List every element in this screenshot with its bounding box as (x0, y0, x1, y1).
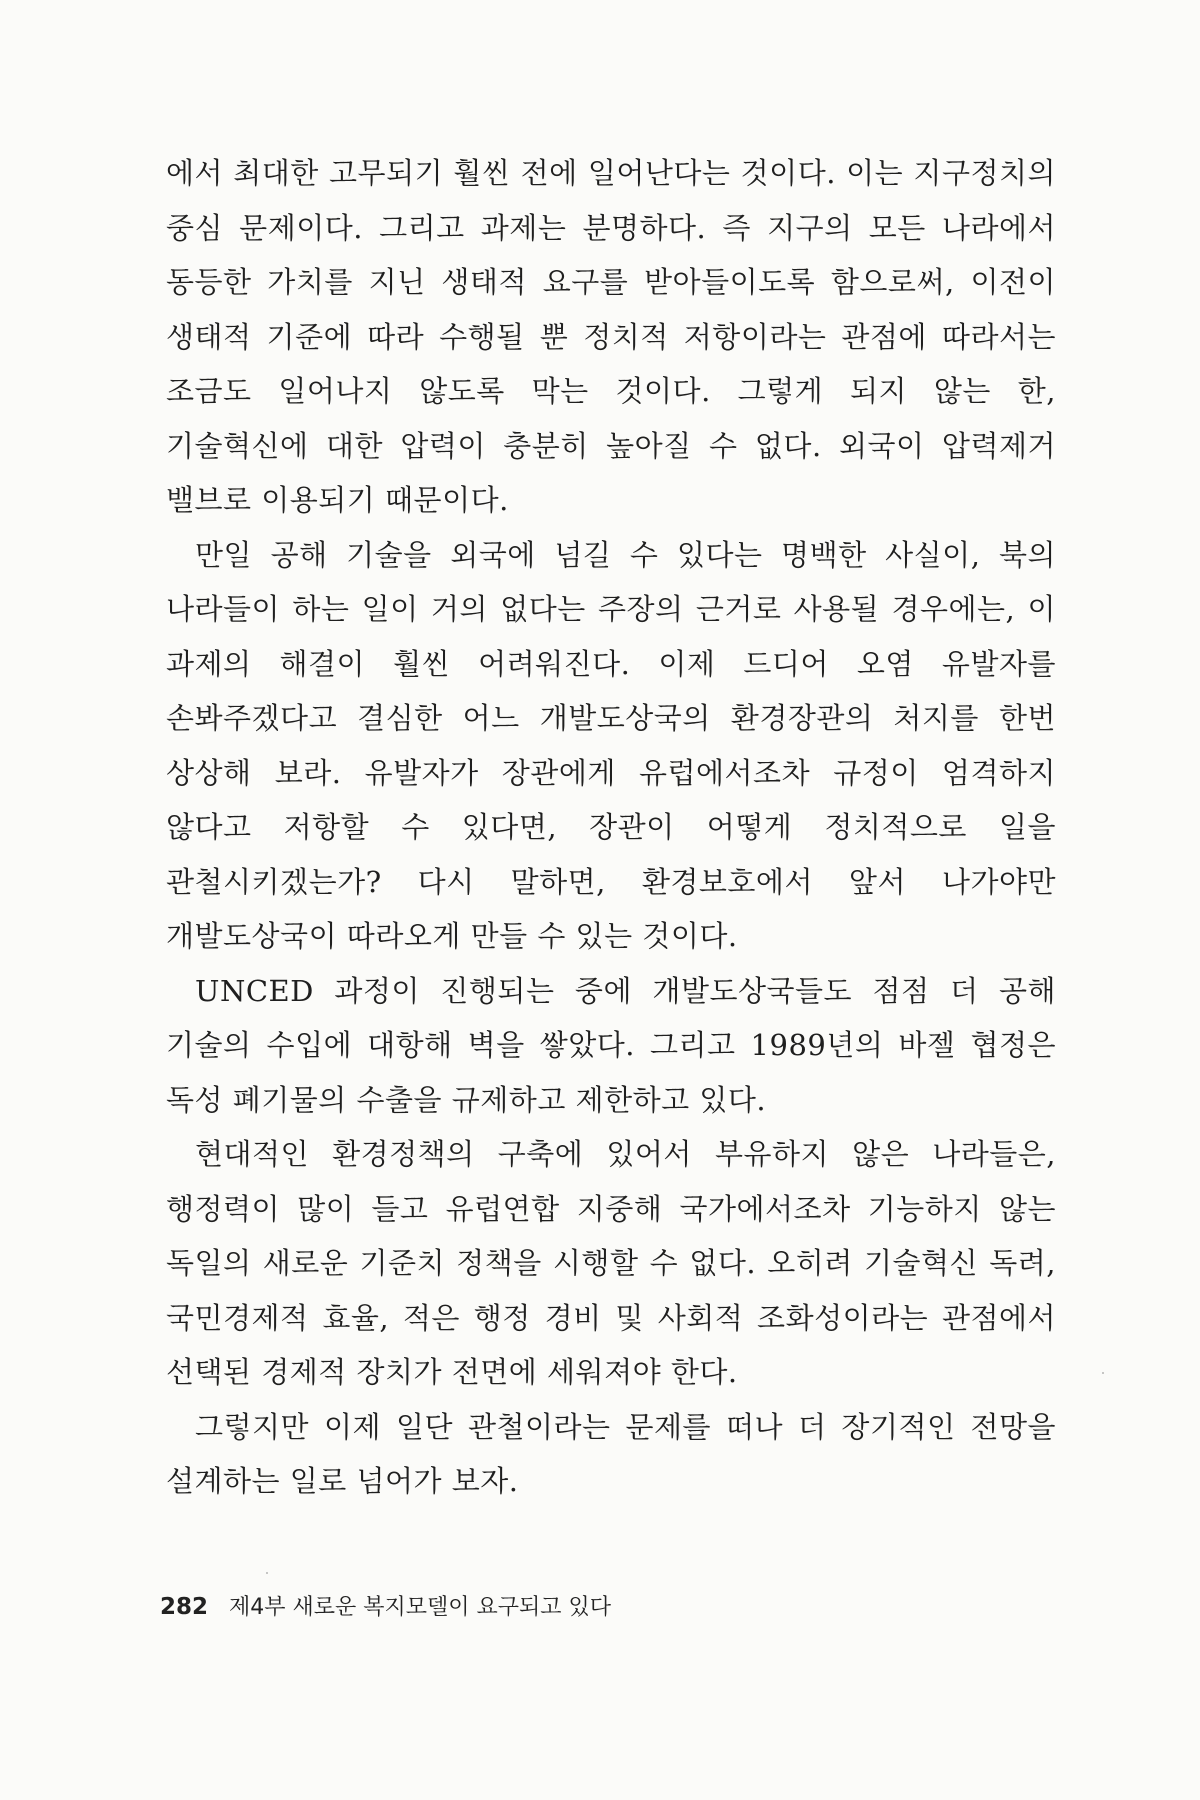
paragraph-1: 에서 최대한 고무되기 훨씬 전에 일어난다는 것이다. 이는 지구정치의 중심 문제이다. 그리고 과제는 분명하다. 즉 지구의 모든 나라에서 동등한 가치를 지닌 생태적 요구를 받아들이도록 함으로써, 이전이 생태적 기준에 따라 수행될 뿐 정치적 저항이라는 관점에 따라서는 조금도 일어나지 않도록 막는 것이다. 그렇게 되지 않는 한, 기술혁신에 대한 압력이 충분히 높아질 수 없다. 외국이 압력제거 밸브로 이용되기 때문이다. (166, 156, 1056, 517)
paragraph-3: UNCED 과정이 진행되는 중에 개발도상국들도 점점 더 공해 기술의 수입에 대항해 벽을 쌓았다. 그리고 1989년의 바젤 협정은 독성 폐기물의 수출을 규제하고 제한하고 있다. (166, 973, 1056, 1117)
page-footer (160, 1590, 611, 1621)
body-text (166, 146, 1056, 1509)
paragraph-4: 현대적인 환경정책의 구축에 있어서 부유하지 않은 나라들은, 행정력이 많이 들고 유럽연합 지중해 국가에서조차 기능하지 않는 독일의 새로운 기준치 정책을 시행할 수 없다. 오히려 기술혁신 독려, 국민경제적 효율, 적은 행정 경비 및 사회적 조화성이라는 관점에서 선택된 경제적 장치가 전면에 세워져야 한다. (166, 1137, 1056, 1389)
scan-speck (266, 1572, 268, 1574)
paragraph-5: 그렇지만 이제 일단 관철이라는 문제를 떠나 더 장기적인 전망을 설계하는 일로 넘어가 보자. (166, 1409, 1056, 1498)
running-head: 제4부 새로운 복지모델이 요구되고 있다 (229, 1595, 612, 1620)
scan-speck (1102, 1372, 1104, 1374)
page-number: 282 (160, 1594, 209, 1620)
paragraph-2: 만일 공해 기술을 외국에 넘길 수 있다는 명백한 사실이, 북의 나라들이 하는 일이 거의 없다는 주장의 근거로 사용될 경우에는, 이 과제의 해결이 훨씬 어려워진다. 이제 드디어 오염 유발자를 손봐주겠다고 결심한 어느 개발도상국의 환경장관의 처지를 한번 상상해 보라. 유발자가 장관에게 유럽에서조차 규정이 엄격하지 않다고 저항할 수 있다면, 장관이 어떻게 정치적으로 일을 관철시키겠는가? 다시 말하면, 환경보호에서 앞서 나가야만 개발도상국이 따라오게 만들 수 있는 것이다. (166, 537, 1056, 953)
